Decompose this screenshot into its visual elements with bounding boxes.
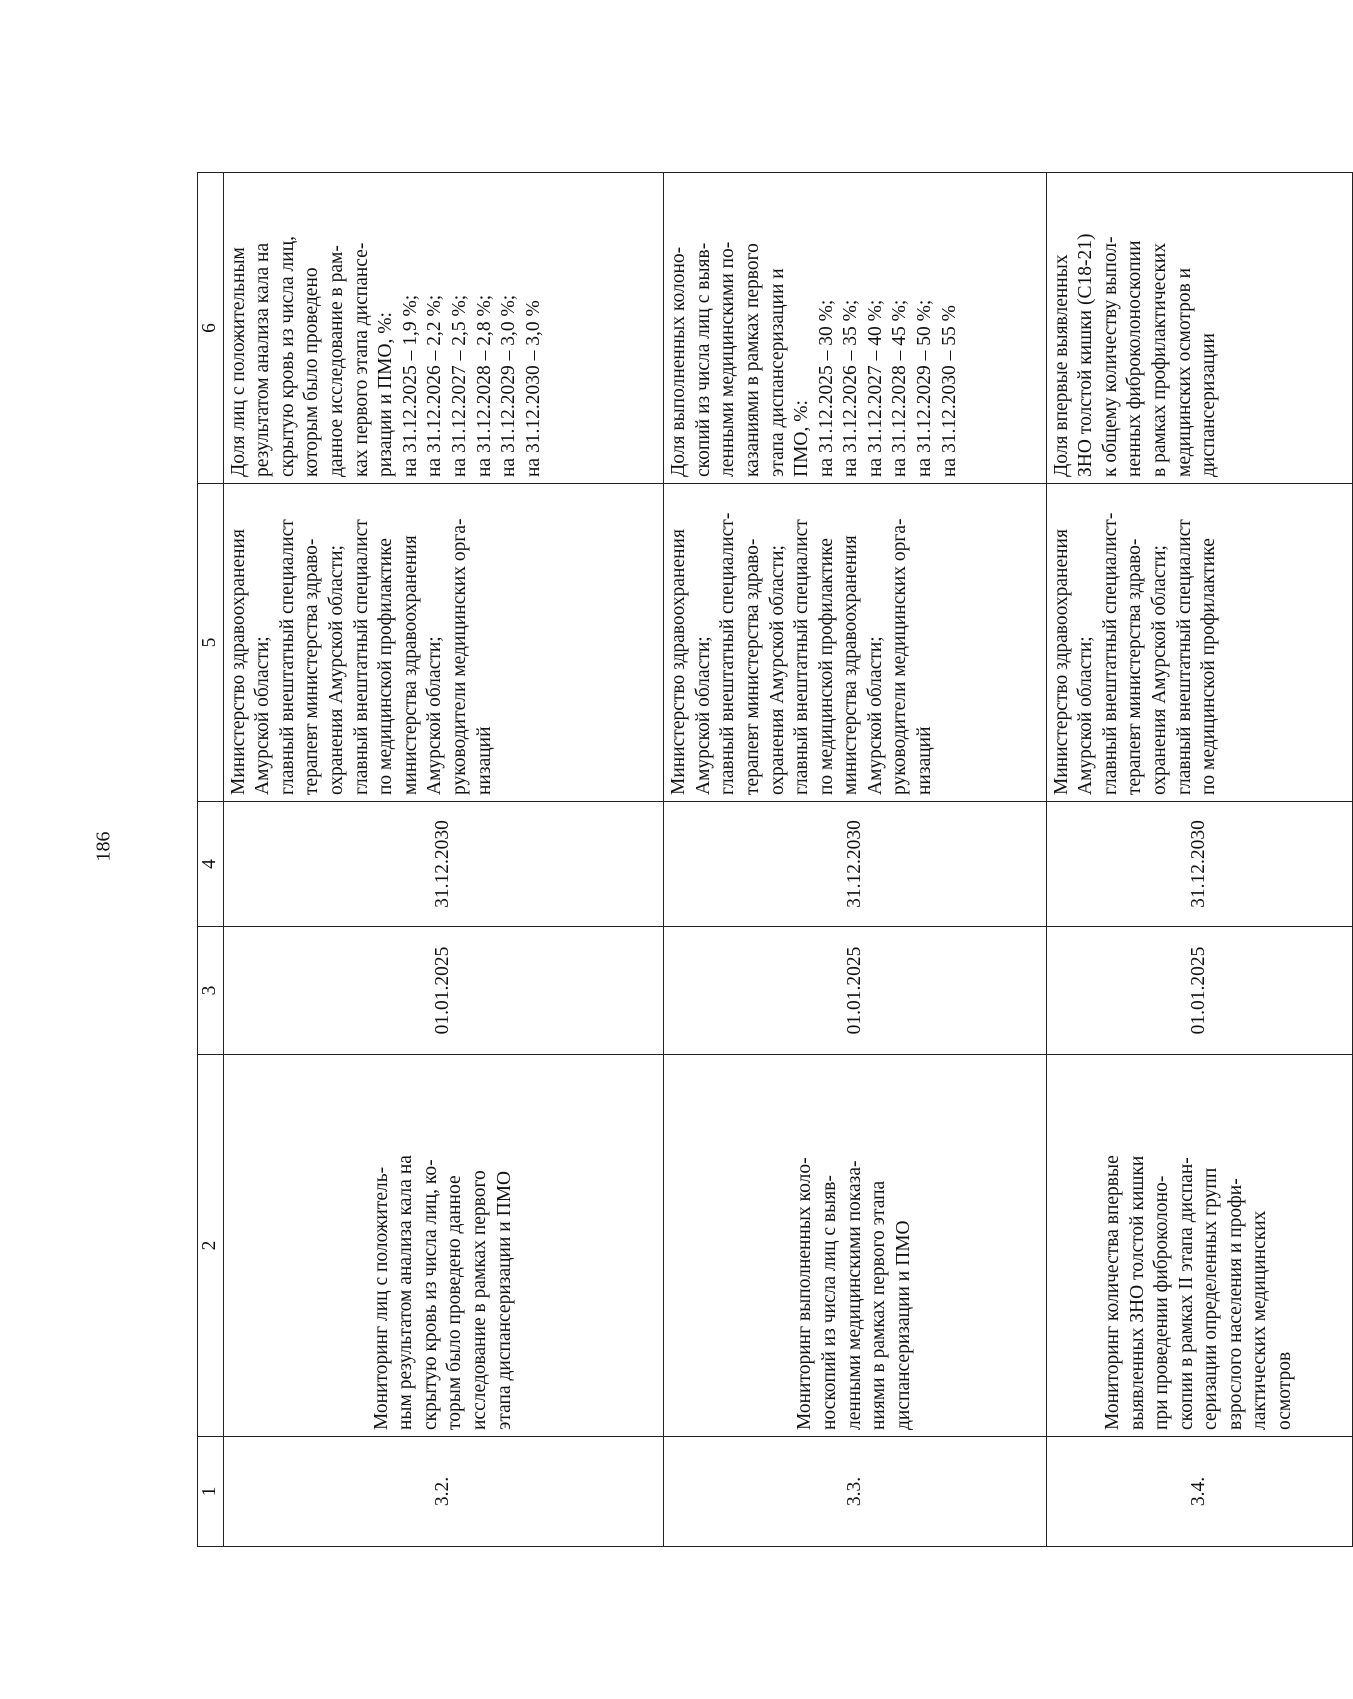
event-description: Мониторинг лиц с положитель- ным результатом анализа кала на скрытую кровь из числа лиц, ко- торым было проведено данное исследование в рамках первого этапа диспансеризации и ПМО [223,1055,664,1437]
column-header-6: 6 [198,173,224,484]
table-row [1046,173,1352,1547]
event-description: Мониторинг выполненных коло- носкопий из числа лиц с выяв- ленными медицинскими показа- ниями в рамках первого этапа диспансеризации и ПМО [664,1055,1046,1437]
row-number: 3.2. [223,1437,664,1547]
start-date: 01.01.2025 [664,927,1046,1055]
row-number: 3.3. [664,1437,1046,1547]
table-row [223,173,664,1547]
rotated-table-wrapper [197,173,1353,1547]
page-number: 186 [92,831,115,862]
row-number: 3.4. [1046,1437,1352,1547]
column-header-1: 1 [198,1437,224,1547]
start-date: 01.01.2025 [1046,927,1352,1055]
target-indicator: Доля выполненных колоно- скопий из числа лиц с выяв- ленными медицинскими по- казаниями в рамках первого этапа диспансеризации и ПМО, %: на 31.12.2025 – 30 %; на 31.12.2026 – 35 %; на 31.12.2027 – 40 %; на 31.12.2028 – 45 %; на 31.12.2029 – 50 %; на 31.12.2030 – 55 % [664,173,1046,484]
end-date: 31.12.2030 [664,802,1046,927]
target-indicator: Доля лиц с положительным результатом анализа кала на скрытую кровь из числа лиц, которым было проведено данное исследование в рам- ках первого этапа диспансе- ризации и ПМО, %: на 31.12.2025 – 1,9 %; на 31.12.2026 – 2,2 %; на 31.12.2027 – 2,5 %; на 31.12.2028 – 2,8 %; на 31.12.2029 – 3,0 %; на 31.12.2030 – 3,0 % [223,173,664,484]
end-date: 31.12.2030 [1046,802,1352,927]
header-row [198,173,224,1547]
plan-table [197,172,1353,1547]
end-date: 31.12.2030 [223,802,664,927]
column-header-2: 2 [198,1055,224,1437]
responsible-parties: Министерство здравоохранения Амурской области; главный внештатный специалист- терапевт министерства здраво- охранения Амурской области; главный внештатный специалист по медицинской профилактике министерства здравоохранения Амурской области; руководители медицинских орга- низаций [664,484,1046,802]
start-date: 01.01.2025 [223,927,664,1055]
table-row [664,173,1046,1547]
target-indicator: Доля впервые выявленных ЗНО толстой кишки (С18-21) к общему количеству выпол- ненных фиброколоноскопии в рамках профилактических медицинских осмотров и диспансеризации [1046,173,1352,484]
column-header-4: 4 [198,802,224,927]
column-header-3: 3 [198,927,224,1055]
responsible-parties: Министерство здравоохранения Амурской области; главный внештатный специалист- терапевт министерства здраво- охранения Амурской области; главный внештатный специалист по медицинской профилактике [1046,484,1352,802]
event-description: Мониторинг количества впервые выявленных ЗНО толстой кишки при проведении фиброколоно- скопии в рамках II этапа диспан- серизации определенных групп взрослого населения и профи- лактических медицинских осмотров [1046,1055,1352,1437]
responsible-parties: Министерство здравоохранения Амурской области; главный внештатный специалист терапевт министерства здраво- охранения Амурской области; главный внештатный специалист по медицинской профилактике министерства здравоохранения Амурской области; руководители медицинских орга- низаций [223,484,664,802]
column-header-5: 5 [198,484,224,802]
